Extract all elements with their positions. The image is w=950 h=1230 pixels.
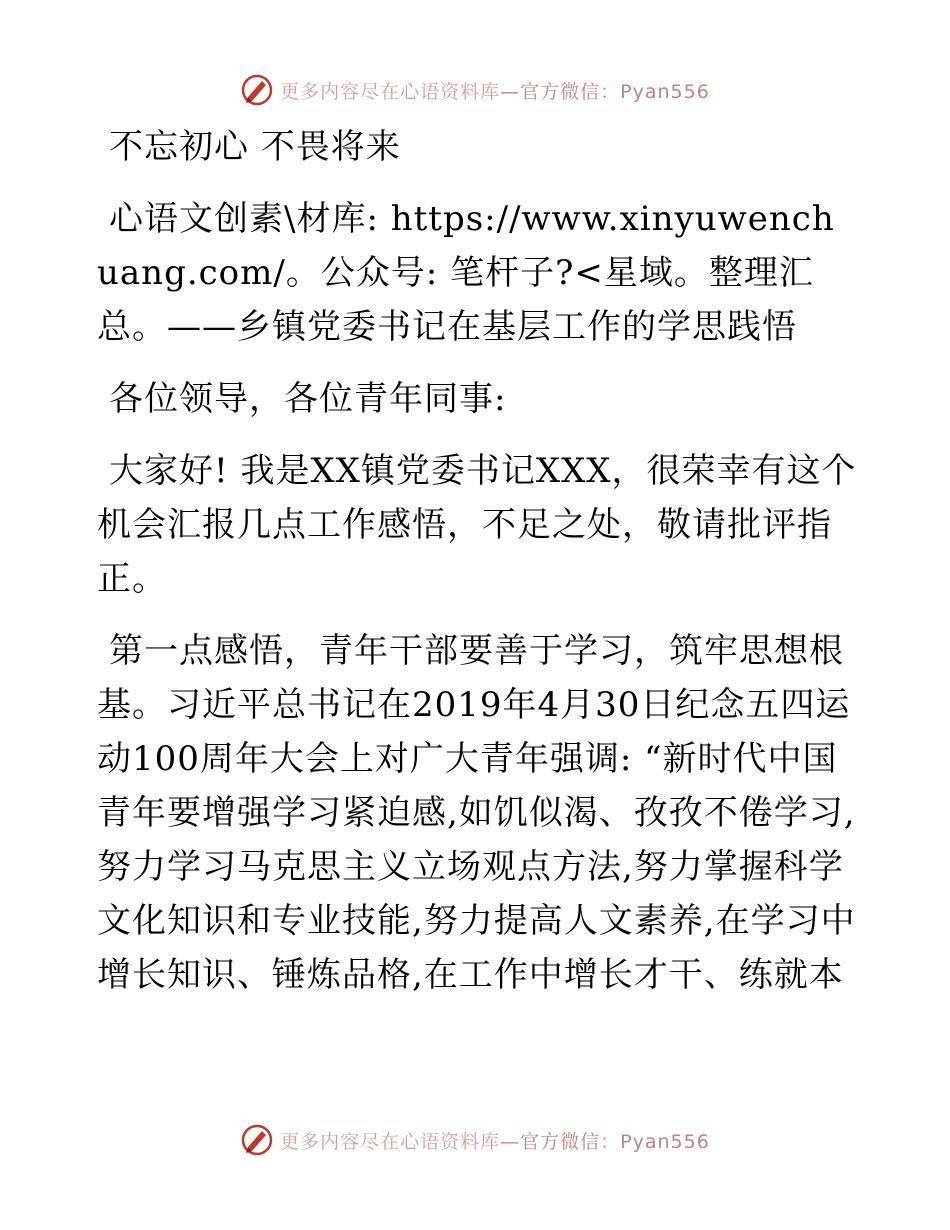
watermark-text: 更多内容尽在心语资料库—官方微信：Pyan556 [280,80,710,103]
first-insight-paragraph: 第一点感悟，青年干部要善于学习，筑牢思想根基。习近平总书记在2019年4月30日纪念五四运动100周年大会上对广大青年强调: “新时代中国青年要增强学习紧迫感,如饥似渴、孜孜不倦学习,努力学习马克思主义立场观点方法,努力掌握科学文化知识和专业技能,努力提高人文素养,在学习中增长知识、锤炼品格,在工作中增长才干、练就本 [97,631,856,995]
intro-paragraph: 心语文创素\材库: https://www.xinyuwenchuang.com/。公众号: 笔杆子?<星域。整理汇总。——乡镇党委书记在基层工作的学思践悟 [97,199,835,347]
document-title: 不忘初心 不畏将来 [109,127,401,167]
pen-logo-icon [240,73,274,107]
pen-logo-icon [240,1123,274,1157]
watermark-footer [0,1120,950,1160]
watermark-text: 更多内容尽在心语资料库—官方微信：Pyan556 [280,1130,710,1153]
salutation-paragraph: 各位领导，各位青年同事: [109,379,507,419]
document-body [97,120,857,1002]
greeting-paragraph: 大家好! 我是XX镇党委书记XXX，很荣幸有这个机会汇报几点工作感悟，不足之处，敬请批评指正。 [97,451,857,599]
watermark-header [0,70,950,110]
